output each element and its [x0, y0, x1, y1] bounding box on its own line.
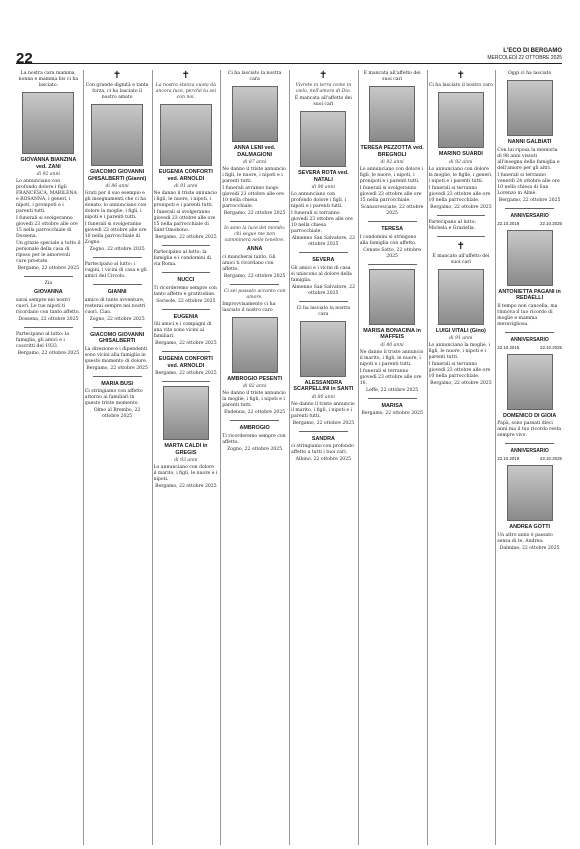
- date-end: 22.10.2025: [540, 344, 562, 350]
- deceased-name: LUIGI VITALI (Gino): [435, 327, 486, 334]
- obituary-text: di 92 anni: [449, 159, 473, 165]
- obituary-text: Partecipano al lutto: la famiglia e i condomini di via Roma.: [153, 250, 212, 267]
- obituary-text: Un grazie speciale a tutto il personale della casa di riposo per le amorevoli cure prestate.: [16, 241, 81, 264]
- portrait-photo: [507, 230, 553, 286]
- obituary-text: I funerali si svolgeranno giovedì 23 ottobre alle ore 15 nella parrocchiale di Dossena.: [16, 216, 78, 239]
- obituary-text: Lo annunciano con profondo dolore i figli, i nipoti e i parenti tutti.: [291, 192, 347, 209]
- obituary-text: I funerali si terranno giovedì 23 ottobre alle ore 10 nella parrocchiale.: [428, 185, 491, 203]
- deceased-name: EUGENIA CONFORTI ved. ARNOLDI: [158, 356, 213, 369]
- obituary-text: I funerali si svolgeranno giovedì 23 ottobre alle ore 10 nella parrocchiale di Zogno.: [84, 222, 147, 245]
- deceased-name: ANDREA GOTTI: [509, 524, 551, 530]
- portrait-photo: [232, 86, 278, 142]
- column-divider: [495, 70, 496, 845]
- obituary-text: Io sono la luce del mondo; chi segue me non camminerà nelle tenebre.: [224, 226, 286, 243]
- deceased-name: ANNA LENI ved. DALMAGIONI: [233, 145, 276, 158]
- obituary-text: Vivrete in terra come in cielo, nell'amore di Dio.: [295, 83, 352, 94]
- obituary-text: I funerali si terranno giovedì 23 ottobre alle ore 10 nella parrocchiale.: [428, 362, 491, 379]
- anniversary-dates: [497, 456, 562, 462]
- separator: [24, 276, 73, 277]
- obituary-text: I funerali si svolgeranno giovedì 23 ottobre alle ore 15 nella parrocchiale di Sant'Omobono.: [153, 210, 216, 233]
- column-6: [360, 70, 425, 845]
- date-start: 22.10.2019: [497, 456, 520, 461]
- obituary-text: Ne danno il triste annuncio i figli, le nuore, i nipoti, i pronipoti e i parenti tutti.: [153, 191, 218, 208]
- obituary-text: Ne danno il triste annuncio i figli, le nuore, i nipoti e i parenti tutti.: [222, 167, 286, 184]
- column-divider: [152, 70, 153, 845]
- obituary-text: di 80 anni: [380, 342, 404, 348]
- separator: [93, 376, 142, 377]
- column-divider: [220, 70, 221, 845]
- separator: [230, 221, 279, 222]
- date-end: 22.10.2025: [540, 456, 562, 461]
- obituary-text: Lo annunciano con profondo dolore i figli FRANCESCA, MARILENA e ROSANNA, i generi, i nipoti, i pronipoti e i parenti tutti.: [16, 179, 77, 214]
- column-2: [85, 70, 150, 845]
- obituary-text: Improvvisamente ci ha lasciato il nostro caro: [222, 301, 276, 313]
- obituary-text: Un altro anno è passato senza di te, Andrea.: [497, 532, 553, 544]
- deceased-name: NANNI GALBIATI: [507, 139, 552, 145]
- obituary-text: Ci ha lasciato il nostro caro: [428, 83, 493, 88]
- column-1: [16, 70, 81, 845]
- portrait-photo: [369, 269, 415, 325]
- separator: [162, 351, 211, 352]
- deceased-name: EUGENIA CONFORTI ved. ARNOLDI: [158, 169, 213, 182]
- deceased-name: TERESA PEZZOTTA ved. BREGNOLI: [360, 145, 424, 158]
- separator: [368, 221, 417, 222]
- cross-icon: ✝: [456, 240, 466, 252]
- obituary-text: Bergamo, 22 ottobre 2025: [430, 204, 492, 210]
- anniversary-heading: ANNIVERSARIO: [510, 336, 549, 343]
- portrait-photo: [507, 465, 553, 521]
- obituary-text: Ci stringiamo con affetto attorno ai familiari in questo triste momento.: [84, 389, 143, 406]
- obituary-text: Ne danno il triste annuncio il marito, i figli, le nuore, i nipoti e i parenti tutti.: [359, 349, 424, 367]
- page-number: 22: [16, 50, 33, 67]
- obituary-text: Partecipano al lutto: i cugini, i vicini di casa e gli amici del Circolo.: [84, 262, 147, 279]
- portrait-photo: [507, 80, 553, 136]
- obituary-text: Almenno San Salvatore, 22 ottobre 2025: [291, 236, 356, 247]
- column-3: [154, 70, 219, 845]
- obituary-text: Dossena, 22 ottobre 2025: [18, 316, 79, 322]
- separator: [437, 236, 486, 237]
- obituary-text: Bergamo, 22 ottobre 2025: [498, 197, 561, 203]
- separator: [437, 215, 486, 216]
- deceased-name: ALESSANDRA SCARPELLINI in SANTI: [293, 379, 354, 392]
- obituary-text: Gli amici e i compagni di una vita sono vicini ai familiari.: [153, 322, 212, 339]
- obituary-text: È mancato all'affetto dei suoi cari: [432, 253, 490, 265]
- cross-icon: ✝: [112, 70, 122, 81]
- obituary-text: I funerali si svolgeranno giovedì 23 ottobre alle ore 15 nella parrocchiale.: [359, 186, 422, 203]
- cross-icon: ✝: [319, 70, 328, 81]
- obituary-text: Grati per il suo esempio e gli insegnamenti che ci ha donato, lo annunciano con dolore la moglie, i figli, i nipoti e i parenti tutti.: [84, 191, 147, 220]
- deceased-name: NUCCI: [177, 277, 195, 283]
- obituary-text: I condomini si stringono alla famiglia con affetto.: [359, 234, 417, 246]
- deceased-name: ANTONIETTA PAGANI in REDAELLI: [498, 288, 561, 301]
- issue-date: MERCOLEDÌ 22 OTTOBRE 2025: [487, 55, 562, 61]
- date-end: 22.10.2025: [540, 220, 562, 226]
- obituary-text: Bergamo, 22 ottobre 2025: [430, 381, 492, 386]
- obituary-text: È mancata all'affetto dei suoi cari: [363, 71, 421, 82]
- obituary-text: Ci ha lasciato la nostra cara: [227, 71, 282, 82]
- obituary-text: Lo annunciano con dolore il marito, i figli, le nuore e i nipoti.: [153, 465, 218, 482]
- separator: [299, 431, 348, 432]
- obituary-text: Papà, sono passati dieci anni ma il tuo ricordo resta sempre vivo.: [497, 421, 562, 438]
- separator: [230, 284, 279, 285]
- portrait-photo: [369, 86, 415, 142]
- deceased-name: GIOVANNA BIANZINA ved. ZANI: [20, 157, 77, 170]
- anniversary-heading: ANNIVERSARIO: [510, 212, 549, 219]
- obituary-text: Zogno, 22 ottobre 2025: [227, 446, 283, 452]
- obituary-text: Ci sei passato accanto con amore.: [223, 288, 286, 300]
- separator: [162, 245, 211, 246]
- portrait-photo: [300, 321, 346, 377]
- obituary-text: Partecipano al lutto: la famiglia, gli amici e i coscritti del 1933.: [16, 331, 70, 349]
- obituary-text: Leffe, 22 ottobre 2025: [366, 387, 419, 393]
- obituary-text: sarai sempre nei nostri cuori. Le tue nipoti ti ricordano con tanto affetto.: [16, 297, 80, 315]
- deceased-name: MARISA BONACINA in MAFFEIS: [363, 327, 421, 340]
- header-rule: [16, 63, 562, 64]
- portrait-photo: [91, 104, 143, 166]
- separator: [93, 257, 142, 258]
- deceased-name: MARIA BUSI: [101, 380, 134, 387]
- deceased-name: MARISA: [381, 402, 403, 409]
- obituary-text: Zia: [44, 281, 53, 286]
- separator: [24, 327, 73, 328]
- separator: [162, 381, 211, 382]
- portrait-photo: [438, 269, 484, 325]
- deceased-name: GIOVANNA: [34, 289, 63, 295]
- deceased-name: GIANNI: [107, 289, 127, 295]
- portrait-photo: [163, 386, 209, 440]
- portrait-photo: [22, 92, 74, 154]
- obituary-text: Ti ricorderemo sempre con tanto affetto e gratitudine.: [153, 285, 217, 297]
- obituary-text: Bergamo, 22 ottobre 2025: [17, 350, 80, 356]
- obituary-text: Lo annunciano con dolore la moglie, le figlie, i generi, i nipoti e i parenti tutti.: [428, 166, 493, 184]
- obituary-text: Partecipano al lutto: Michela e Graziella.: [428, 219, 476, 231]
- deceased-name: EUGENIA: [173, 313, 199, 320]
- deceased-name: GIACOMO GIOVANNI GHISALBERTI (Gianni): [87, 169, 147, 182]
- portrait-photo: [160, 104, 212, 166]
- obituary-text: di 86 anni: [105, 184, 129, 189]
- anniversary-dates: [497, 221, 562, 227]
- obituary-text: Gli amici e i vicini di casa si uniscono al dolore della famiglia.: [291, 265, 352, 283]
- obituary-text: Dalmine, 22 ottobre 2025: [499, 545, 560, 551]
- obituary-text: Bergamo, 22 ottobre 2025: [17, 266, 80, 271]
- obituary-text: ci stringiamo con profondo affetto a tutti i tuoi cari.: [291, 444, 354, 455]
- separator: [368, 264, 417, 265]
- obituary-text: Il tempo non cancella, ma rinnova il tuo ricordo di moglie e mamma meravigliosa.: [497, 303, 558, 327]
- obituary-text: Sorisole, 22 ottobre 2025: [156, 298, 216, 304]
- separator: [162, 272, 211, 273]
- obituary-text: La nostra cara mamma, nonna e mamma bis ci ha lasciato.: [18, 71, 79, 88]
- deceased-name: AMBROGIO PESENTI: [227, 375, 283, 382]
- obituary-text: La direzione e i dipendenti sono vicini alla famiglia in questo momento di dolore.: [84, 346, 148, 364]
- obituary-text: Con grande dignità e tanta forza, ci ha lasciato il nostro amato: [85, 83, 149, 100]
- obituary-text: Cenate Sotto, 22 ottobre 2025: [363, 247, 421, 259]
- obituary-text: Olmo al Brembo, 22 ottobre 2025: [93, 408, 141, 419]
- obituary-text: Bergamo, 22 ottobre 2025: [155, 484, 217, 489]
- obituary-text: amico di tante avventure, resterai sempre nei nostri cuori. Ciao.: [84, 297, 146, 315]
- column-7: [429, 70, 494, 845]
- obituary-text: I funerali avranno luogo giovedì 23 ottobre alle ore 10 nella chiesa parrocchiale.: [222, 186, 284, 209]
- anniversary-dates: [497, 345, 562, 351]
- obituary-text: Albino, 22 ottobre 2025: [295, 457, 352, 462]
- deceased-name: SANDRA: [311, 435, 335, 442]
- separator: [368, 398, 417, 399]
- column-4: [222, 70, 287, 845]
- obituary-text: Bergamo, 22 ottobre 2025: [86, 365, 148, 371]
- obituary-text: di 91 anni: [174, 184, 198, 189]
- deceased-name: TERESA: [381, 226, 404, 232]
- obituary-text: È mancata all'affetto dei suoi cari: [294, 96, 352, 107]
- deceased-name: MARINO SUARDI: [438, 151, 483, 157]
- newspaper-name: L'ECO DI BERGAMO: [503, 48, 562, 54]
- portrait-photo: [232, 317, 278, 373]
- separator: [93, 327, 142, 328]
- deceased-name: DOMENICO DI GIOIA: [502, 412, 557, 419]
- column-divider: [358, 70, 359, 845]
- deceased-name: SEVERA ROTA ved. NATALI: [298, 170, 349, 183]
- column-divider: [427, 70, 428, 845]
- obituary-text: di 80 anni: [311, 394, 336, 400]
- obituary-text: I funerali si terranno venerdì 24 ottobre alle ore 10 nella chiesa di San Lorenzo in Almè.: [497, 172, 560, 196]
- obituary-text: I funerali si terranno giovedì 23 ottobre alle ore 10 nella chiesa parrocchiale.: [291, 211, 353, 234]
- separator: [230, 420, 279, 421]
- separator: [505, 443, 554, 444]
- separator: [299, 252, 348, 253]
- separator: [93, 284, 142, 285]
- deceased-name: SEVERA: [312, 257, 335, 263]
- obituary-text: Endenna, 22 ottobre 2025: [224, 410, 286, 415]
- obituary-text: Ne danno il triste annuncio la moglie, i figli, i nipoti e i parenti tutti.: [222, 391, 286, 408]
- obituary-text: Ne danno il triste annuncio il marito, i figli, i nipoti e i parenti tutti.: [291, 401, 355, 419]
- obituary-text: Zogno, 22 ottobre 2025: [89, 316, 145, 322]
- deceased-name: GIACOMO GIOVANNI GHISALBERTI: [90, 331, 145, 344]
- obituary-text: Bergamo, 22 ottobre 2025: [361, 411, 423, 416]
- obituary-text: Almenno San Salvatore, 22 ottobre 2025: [291, 284, 356, 296]
- deceased-name: ANNA: [246, 246, 263, 252]
- separator: [505, 332, 554, 333]
- obituary-text: Con lui riposa la memoria di 98 anni vissuti all'insegna della famiglia e dell'amore per gli altri.: [497, 147, 560, 171]
- obituary-text: Scanzorosciate, 22 ottobre 2025: [360, 205, 424, 216]
- obituary-text: Bergamo, 22 ottobre 2025: [155, 235, 217, 240]
- date-start: 22.10.2015: [497, 344, 520, 350]
- obituary-text: di 82 anni: [242, 384, 267, 389]
- obituary-text: Bergamo, 22 ottobre 2025: [155, 341, 217, 346]
- obituary-text: Bergamo, 22 ottobre 2025: [223, 211, 286, 216]
- column-divider: [83, 70, 84, 845]
- separator: [505, 208, 554, 209]
- obituary-text: ci mancherai tanto. Gli amici ti ricordano con affetto.: [222, 254, 276, 272]
- obituary-text: di 92 anni: [36, 172, 61, 177]
- obituary-text: I funerali si terranno giovedì 23 ottobre alle ore 10.: [359, 368, 422, 386]
- separator: [162, 309, 211, 310]
- obituary-text: di 90 anni: [311, 185, 336, 190]
- column-5: [291, 70, 356, 845]
- obituary-text: di 93 anni: [174, 458, 198, 463]
- column-8: [497, 70, 562, 845]
- obituary-text: Bergamo, 22 ottobre 2025: [292, 420, 355, 426]
- separator: [299, 301, 348, 302]
- portrait-photo: [300, 111, 346, 167]
- obituary-text: di 87 anni: [242, 160, 267, 165]
- obituary-text: Ti ricorderemo sempre con affetto.: [222, 433, 286, 445]
- obituary-text: Oggi ci ha lasciato: [508, 71, 552, 76]
- cross-icon: ✝: [456, 70, 466, 81]
- page-header: [0, 0, 580, 67]
- portrait-photo: [507, 354, 553, 410]
- column-divider: [289, 70, 290, 845]
- cross-icon: ✝: [181, 70, 191, 81]
- obituary-text: di 91 anni: [449, 336, 473, 341]
- obituary-text: Zogno, 22 ottobre 2025: [89, 247, 145, 252]
- obituary-text: La nostra stanza vuota dà ancora luce, perché tu sei con noi.: [155, 83, 217, 100]
- obituary-text: Ci ha lasciato la nostra cara: [296, 305, 351, 317]
- date-start: 22.10.2018: [497, 220, 520, 226]
- obituary-text: Lo annunciano con dolore i figli, le nuore, i nipoti, i pronipoti e i parenti tutti.: [359, 167, 424, 184]
- portrait-photo: [438, 92, 484, 148]
- deceased-name: MARTA CALDI in GREGIS: [164, 443, 208, 456]
- obituary-text: Lo annunciano la moglie, i figli, le nuore, i nipoti e i parenti tutti.: [428, 343, 491, 360]
- anniversary-heading: ANNIVERSARIO: [510, 448, 549, 454]
- obituary-text: Bergamo, 22 ottobre 2025: [223, 273, 286, 279]
- obituary-text: Bergamo, 22 ottobre 2025: [155, 371, 217, 376]
- deceased-name: AMBROGIO: [239, 425, 270, 431]
- obituary-text: di 92 anni: [380, 160, 404, 165]
